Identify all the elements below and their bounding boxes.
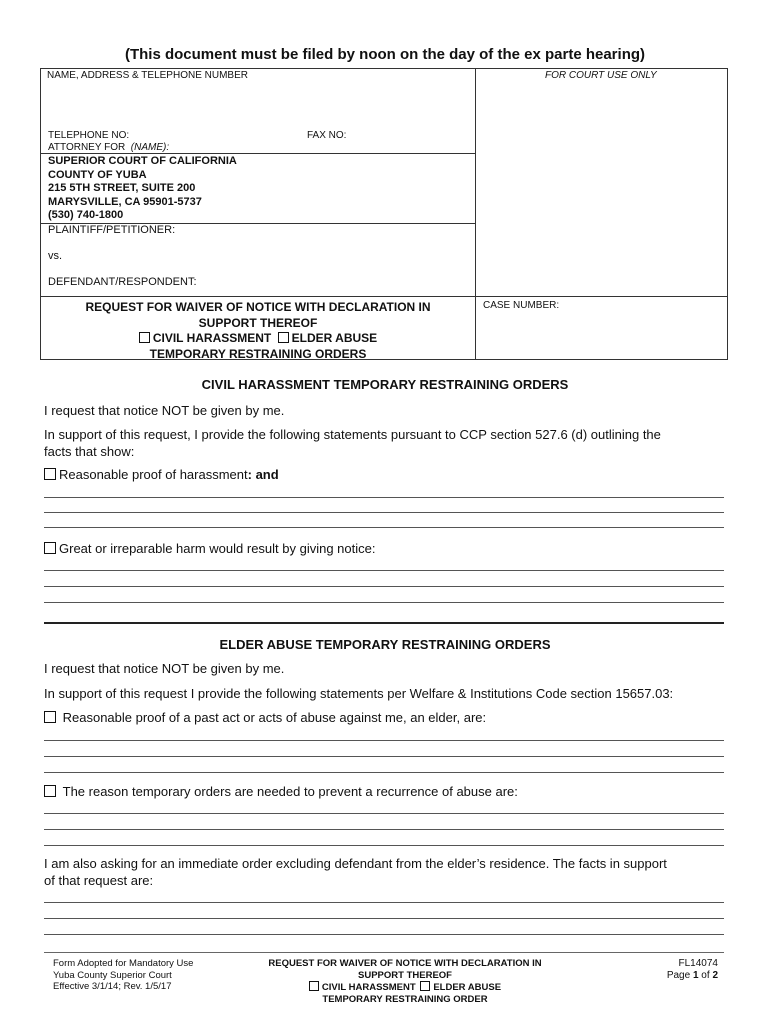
answer-line[interactable] [44,497,724,498]
caption-divider [475,68,476,360]
footer-adoption: Form Adopted for Mandatory Use Yuba County Superior Court Effective 3/1/14; Rev. 1/5/17 [53,958,194,992]
answer-line[interactable] [44,902,724,903]
caption-rule-court [40,153,475,154]
telephone-label: TELEPHONE NO: [48,130,130,141]
answer-line[interactable] [44,512,724,513]
fax-label: FAX NO: [307,130,347,141]
answer-line[interactable] [44,756,724,757]
answer-line[interactable] [44,602,724,603]
civil-heading: CIVIL HARASSMENT TEMPORARY RESTRAINING ORDERS [201,377,569,392]
recurrence-checkbox[interactable] [44,785,56,797]
elder-heading: ELDER ABUSE TEMPORARY RESTRAINING ORDERS [219,637,551,652]
case-number-label: CASE NUMBER: [483,300,560,311]
section-divider [44,622,724,624]
answer-line[interactable] [44,740,724,741]
page-indicator: Page 1 of 2 [666,970,718,981]
harassment-proof-checkbox[interactable] [44,468,56,480]
defendant-label: DEFENDANT/RESPONDENT: [48,276,197,288]
caption-rule-title [40,296,728,297]
civil-request: I request that notice NOT be given by me. [44,403,285,418]
attorney-label: ATTORNEY FOR (NAME): [48,142,170,153]
footer-elder-checkbox[interactable] [420,981,430,991]
answer-line[interactable] [44,570,724,571]
form-title: REQUEST FOR WAIVER OF NOTICE WITH DECLARATION IN SUPPORT THEREOF CIVIL HARASSMENT ELDER ABUSE TEMPORARY RESTRAINING ORDERS [85,300,431,361]
answer-line[interactable] [44,918,724,919]
footer-page-info: FL14074 Page 1 of 2 [666,958,718,981]
answer-line[interactable] [44,586,724,587]
footer-civil-checkbox[interactable] [309,981,319,991]
elder-request: I request that notice NOT be given by me. [44,661,285,676]
elder-abuse-checkbox[interactable] [278,332,289,343]
elder-support: In support of this request I provide the following statements per Welfare & Institutions Code section 15657.03: [44,686,674,701]
court-use-label: FOR COURT USE ONLY [545,70,657,81]
footer-form-title: REQUEST FOR WAIVER OF NOTICE WITH DECLARATION IN SUPPORT THEREOF CIVIL HARASSMENT ELDER ABUSE TEMPORARY RESTRAINING ORDER [268,958,542,1005]
elder-item-recurrence: The reason temporary orders are needed to prevent a recurrence of abuse are: [44,783,518,800]
irreparable-harm-checkbox[interactable] [44,542,56,554]
answer-line[interactable] [44,845,724,846]
civil-support: In support of this request, I provide the following statements pursuant to CCP section 527.6 (d) outlining the facts that show: [44,427,661,459]
footer-rule [44,952,724,953]
civil-harassment-checkbox[interactable] [139,332,150,343]
civil-item-harm: Great or irreparable harm would result by giving notice: [44,540,375,557]
vs-label: vs. [48,250,63,262]
abuse-proof-checkbox[interactable] [44,711,56,723]
civil-item-harassment: Reasonable proof of harassment: and [44,466,279,483]
court-address: SUPERIOR COURT OF CALIFORNIA COUNTY OF YUBA 215 5TH STREET, SUITE 200 MARYSVILLE, CA 95901-5737 (530) 740-1800 [48,155,237,222]
answer-line[interactable] [44,829,724,830]
elder-item-abuse: Reasonable proof of a past act or acts of abuse against me, an elder, are: [44,709,486,726]
name-address-label: NAME, ADDRESS & TELEPHONE NUMBER [47,70,248,81]
answer-line[interactable] [44,772,724,773]
filing-notice: (This document must be filed by noon on the day of the ex parte hearing) [124,46,646,63]
elder-excluding: I am also asking for an immediate order excluding defendant from the elder’s residence. The facts in support of that request are: [44,856,667,888]
answer-line[interactable] [44,934,724,935]
answer-line[interactable] [44,527,724,528]
plaintiff-label: PLAINTIFF/PETITIONER: [48,224,176,236]
answer-line[interactable] [44,813,724,814]
